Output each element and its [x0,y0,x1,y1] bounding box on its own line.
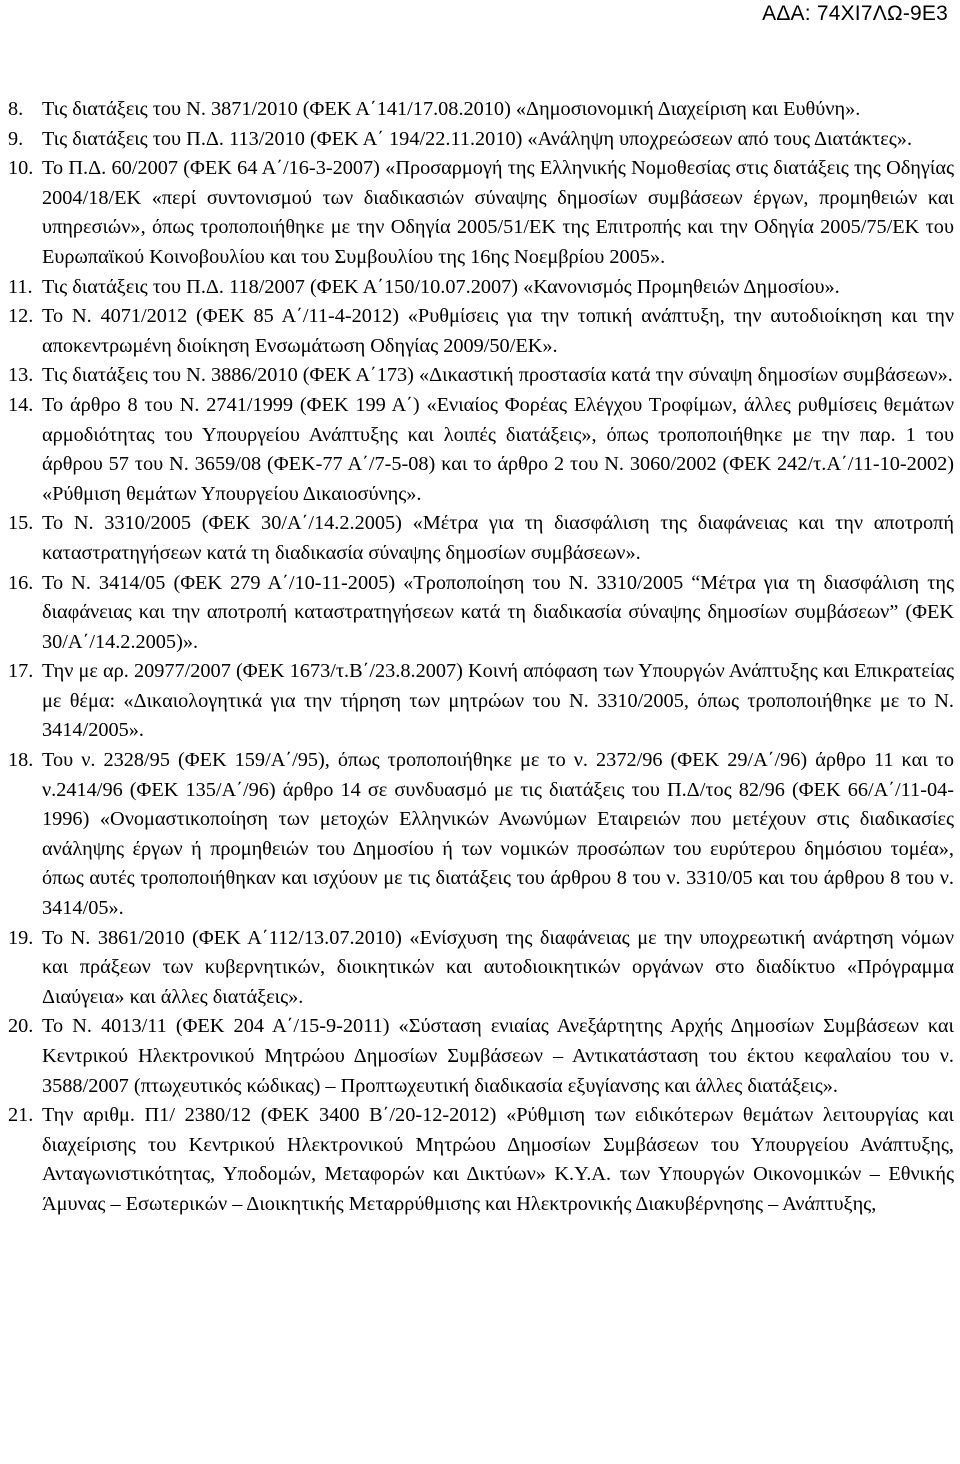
item-number: 15. [8,512,34,535]
item-number: 11. [8,275,33,298]
item-number: 12. [8,305,34,328]
item-text: Την με αρ. 20977/2007 (ΦΕΚ 1673/τ.Β΄/23.8.2007) Κοινή απόφαση των Υπουργών Ανάπτυξης και Επικρατείας με θέμα: «Δικαιολογητικά για την τήρηση των μητρώων του Ν. 3310/2005, όπως τροποποιήθηκε με το Ν. 3414/2005». [42,660,954,742]
item-number: 17. [8,660,34,683]
list-item [8,569,954,658]
list-item [8,1101,954,1219]
item-text: Την αριθμ. Π1/ 2380/12 (ΦΕΚ 3400 Β΄/20-12-2012) «Ρύθμιση των ειδικότερων θεμάτων λειτουργίας και διαχείρισης του Κεντρικού Ηλεκτρονικού Μητρώου Δημοσίων Συμβάσεων του Υπουργείου Ανάπτυξης, Ανταγωνιστικότητας, Υποδομών, Μεταφορών και Δικτύων» Κ.Υ.Α. των Υπουργών Οικονομικών – Εθνικής Άμυνας – Εσωτερικών – Διοικητικής Μεταρρύθμισης και Ηλεκτρονικής Διακυβέρνησης – Ανάπτυξης, [42,1104,954,1215]
item-number: 8. [8,98,24,120]
list-item [8,391,954,509]
item-text: Τις διατάξεις του Π.Δ. 113/2010 (ΦΕΚ Α΄ 194/22.11.2010) «Ανάληψη υποχρεώσεων από τους Διατάκτες». [42,127,913,150]
item-text: Του ν. 2328/95 (ΦΕΚ 159/Α΄/95), όπως τροποποιήθηκε με το ν. 2372/96 (ΦΕΚ 29/Α΄/96) άρθρο 11 και το ν.2414/96 (ΦΕΚ 135/Α΄/96) άρθρο 14 σε συνδυασμό με τις διατάξεις του Π.Δ/τος 82/96 (ΦΕΚ 66/Α΄/11-04-1996) «Ονομαστικοποίηση των μετοχών Ελληνικών Ανωνύμων Εταιρειών που μετέχουν στις διαδικασίες ανάληψης έργων ή προμηθειών του Δημοσίου ή των νομικών προσώπων του ευρύτερου δημόσιου τομέα», όπως αυτές τροποποιήθηκαν και ισχύουν με τις διατάξεις του άρθρου 8 του ν. 3310/05 και του άρθρου 8 του ν. 3414/05». [42,749,954,920]
list-item [8,273,954,303]
item-text: Το άρθρο 8 του Ν. 2741/1999 (ΦΕΚ 199 Α΄) «Ενιαίος Φορέας Ελέγχου Τροφίμων, άλλες ρυθμίσεις θεμάτων αρμοδιότητας του Υπουργείου Ανάπτυξης και λοιπές διατάξεις», όπως τροποποιήθηκε με την παρ. 1 του άρθρου 57 του Ν. 3659/08 (ΦΕΚ-77 Α΄/7-5-08) και το άρθρο 2 του Ν. 3060/2002 (ΦΕΚ 242/τ.Α΄/11-10-2002) «Ρύθμιση θεμάτων Υπουργείου Δικαιοσύνης». [42,393,954,505]
item-text: Το Π.Δ. 60/2007 (ΦΕΚ 64 Α΄/16-3-2007) «Προσαρμογή της Ελληνικής Νομοθεσίας στις διατάξεις της Οδηγίας 2004/18/ΕΚ «περί συντονισμού των διαδικασιών σύναψης δημοσίων συμβάσεων έργων, προμηθειών και υπηρεσιών», όπως τροποποιήθηκε με την Οδηγία 2005/51/ΕΚ της Επιτροπής και την Οδηγία 2005/75/ΕΚ του Ευρωπαϊκού Κοινοβουλίου και του Συμβουλίου της 16ης Νοεμβρίου 2005». [42,157,954,268]
item-text: Τις διατάξεις του Ν. 3871/2010 (ΦΕΚ Α΄141/17.08.2010) «Δημοσιονομική Διαχείριση και Ευθύνη». [42,98,861,120]
item-text: Το Ν. 4013/11 (ΦΕΚ 204 Α΄/15-9-2011) «Σύσταση ενιαίας Ανεξάρτητης Αρχής Δημοσίων Συμβάσεων και Κεντρικού Ηλεκτρονικού Μητρώου Δημοσίων Συμβάσεων – Αντικατάσταση του έκτου κεφαλαίου του ν. 3588/2007 (πτωχευτικός κώδικας) – Προπτωχευτική διαδικασία εξυγίανσης και άλλες διατάξεις». [42,1015,954,1097]
item-number: 14. [8,393,34,416]
item-number: 13. [8,364,34,387]
list-item [8,125,954,155]
list-item [8,657,954,746]
document-body [8,95,954,1220]
item-number: 21. [8,1104,34,1127]
item-number: 10. [8,157,34,180]
item-text: Τις διατάξεις του Ν. 3886/2010 (ΦΕΚ Α΄173) «Δικαστική προστασία κατά την σύναψη δημοσίων συμβάσεων». [42,364,953,387]
ada-code: ΑΔΑ: 74ΧΙ7ΛΩ-9Ε3 [762,2,948,25]
item-number: 16. [8,571,34,594]
item-text: Το Ν. 4071/2012 (ΦΕΚ 85 Α΄/11-4-2012) «Ρυθμίσεις για την τοπική ανάπτυξη, την αυτοδιοίκηση και την αποκεντρωμένη διοίκηση Ενσωμάτωση Οδηγίας 2009/50/ΕΚ». [42,305,954,357]
list-item [8,746,954,924]
list-item [8,154,954,272]
list-item [8,509,954,568]
item-text: Το Ν. 3861/2010 (ΦΕΚ Α΄112/13.07.2010) «Ενίσχυση της διαφάνειας με την υποχρεωτική ανάρτηση νόμων και πράξεων των κυβερνητικών, διοικητικών και αυτοδιοικητικών οργάνων στο διαδίκτυο «Πρόγραμμα Διαύγεια» και άλλες διατάξεις». [42,926,954,1008]
list-item [8,1012,954,1101]
item-number: 20. [8,1015,34,1038]
list-item [8,924,954,1013]
item-number: 9. [8,127,24,150]
item-number: 18. [8,749,34,772]
item-number: 19. [8,926,34,949]
item-text: Τις διατάξεις του Π.Δ. 118/2007 (ΦΕΚ Α΄150/10.07.2007) «Κανονισμός Προμηθειών Δημοσίου». [42,275,840,298]
list-item [8,361,954,391]
list-item [8,302,954,361]
item-text: Το Ν. 3310/2005 (ΦΕΚ 30/Α΄/14.2.2005) «Μέτρα για τη διασφάλιση της διαφάνειας και την αποτροπή καταστρατηγήσεων κατά τη διαδικασία σύναψης δημοσίων συμβάσεων». [42,512,954,564]
list-item [8,95,954,125]
item-text: Το Ν. 3414/05 (ΦΕΚ 279 Α΄/10-11-2005) «Τροποποίηση του Ν. 3310/2005 “Μέτρα για τη διασφάλιση της διαφάνειας και την αποτροπή καταστρατηγήσεων κατά τη διαδικασία σύναψης δημοσίων συμβάσεων” (ΦΕΚ 30/Α΄/14.2.2005)». [42,571,954,653]
